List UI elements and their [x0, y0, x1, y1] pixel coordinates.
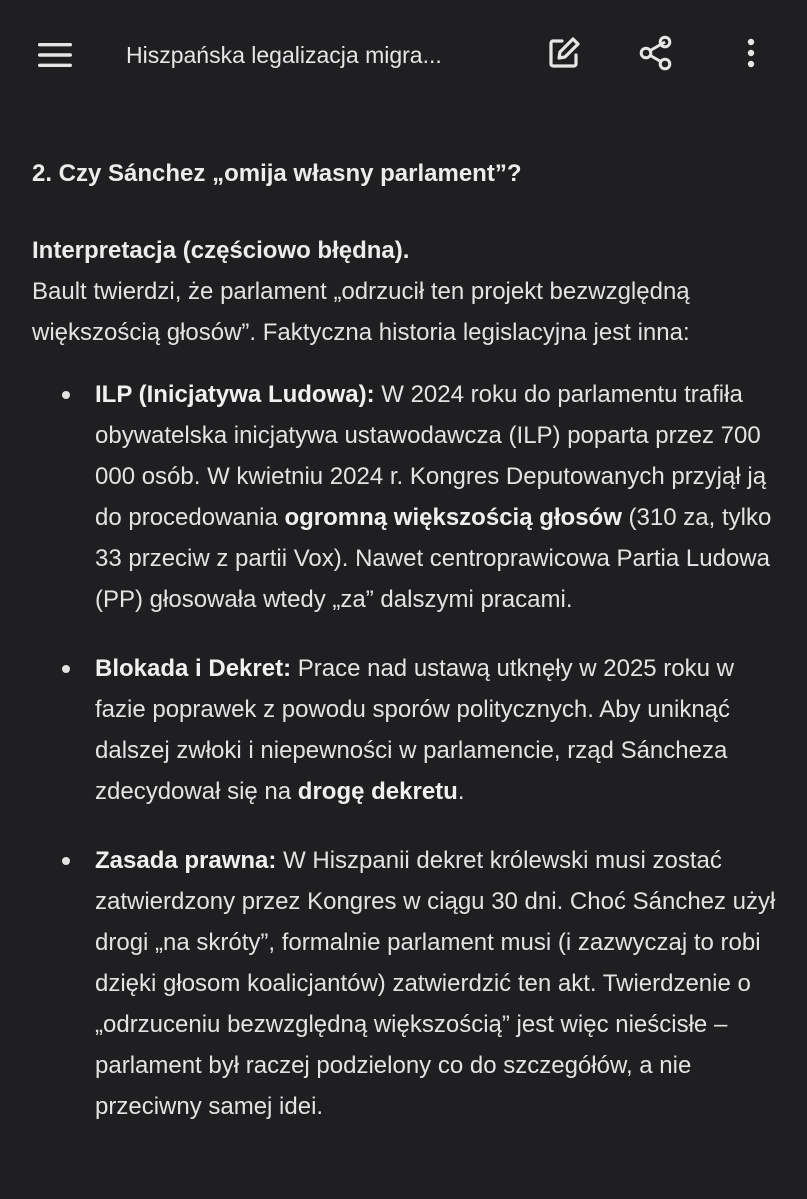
- point-label: Blokada i Dekret:: [95, 655, 292, 682]
- edit-icon: [547, 36, 581, 70]
- point-text: Prace nad ustawą utknęły w 2025 roku w fazie poprawek z powodu sporów politycznych. Aby uniknąć dalszej zwłoki i niepewności w parlamencie, rząd Sáncheza zdecydował się na: [95, 655, 734, 805]
- point-emphasis: ogromną większością głosów: [284, 504, 622, 531]
- more-vert-icon: [746, 38, 756, 68]
- bullet-list: [32, 374, 782, 1127]
- menu-button[interactable]: [31, 31, 79, 79]
- point-text: W 2024 roku do parlamentu trafiła obywatelska inicjatywa ustawodawcza (ILP) poparta przez 700 000 osób. W kwietniu 2024 r. Kongres Deputowanych przyjął ją do procedowania: [95, 381, 767, 531]
- edit-button[interactable]: [540, 29, 588, 77]
- intro-text: Bault twierdzi, że parlament „odrzucił ten projekt bezwzględną większością głosów”. Faktyczna historia legislacyjna jest inna:: [32, 278, 690, 346]
- interpretation-label: Interpretacja (częściowo błędna).: [32, 237, 410, 264]
- hamburger-menu-icon: [37, 42, 73, 68]
- response-content: [32, 153, 782, 1155]
- point-text: (310 za, tylko 33 przeciw z partii Vox). Nawet centroprawicowa Partia Ludowa (PP) głosowała wtedy „za” dalszymi pracami.: [95, 504, 772, 613]
- list-item: [32, 374, 782, 620]
- section-heading: 2. Czy Sánchez „omija własny parlament”?: [32, 160, 522, 187]
- point-label: ILP (Inicjatywa Ludowa):: [95, 381, 375, 408]
- point-label: Zasada prawna:: [95, 847, 277, 874]
- point-text: W Hiszpanii dekret królewski musi zostać zatwierdzony przez Kongres w ciągu 30 dni. Choć Sánchez użył drogi „na skróty”, formalnie parlament musi (i zazwyczaj to robi dzięki głosom koalicjantów) zatwierdzić ten akt. Twierdzenie o „odrzuceniu bezwzględną większością” jest więc nieścisłe – parlament był raczej podzielony co do szczegółów, a nie przeciwny samej idei.: [95, 847, 776, 1120]
- top-app-bar: [0, 0, 807, 110]
- list-item: [32, 840, 782, 1127]
- conversation-title[interactable]: Hiszpańska legalizacja migra...: [126, 42, 442, 68]
- interpretation-paragraph: [32, 230, 782, 353]
- share-icon: [638, 35, 672, 71]
- share-button[interactable]: [631, 29, 679, 77]
- point-emphasis: drogę dekretu: [297, 778, 458, 805]
- more-options-button[interactable]: [727, 29, 775, 77]
- point-text: .: [457, 778, 465, 805]
- list-item: [32, 648, 782, 812]
